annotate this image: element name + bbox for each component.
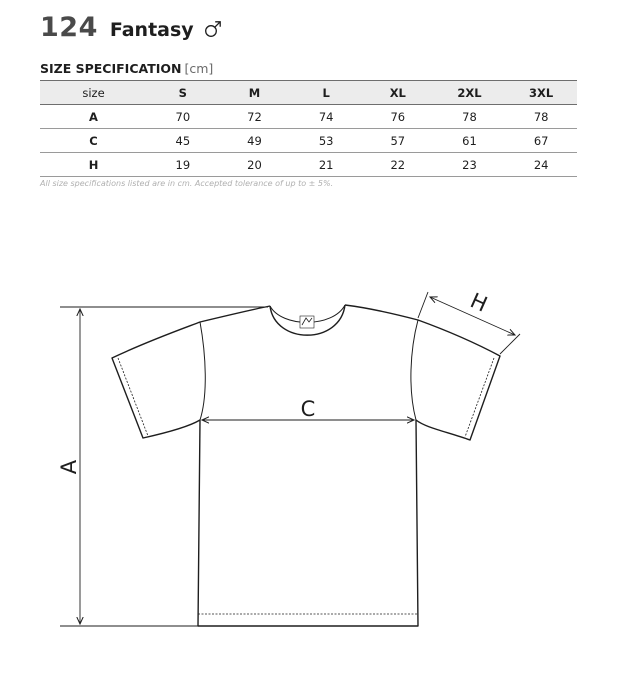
- shirt-body-outline: [112, 305, 500, 626]
- table-cell: 19: [147, 153, 219, 177]
- table-cell: 76: [362, 105, 434, 129]
- h-extension-top: [418, 292, 428, 318]
- product-name: Fantasy: [109, 19, 194, 41]
- column-header-size: size: [40, 81, 147, 105]
- table-cell: 23: [434, 153, 506, 177]
- neck-label-icon: [300, 316, 314, 328]
- left-armhole-seam: [200, 322, 205, 420]
- label-h: H: [466, 288, 491, 317]
- column-header-l: L: [290, 81, 362, 105]
- model-number: 124: [40, 12, 98, 43]
- table-cell: 74: [290, 105, 362, 129]
- right-armhole-seam: [411, 320, 418, 420]
- table-cell: 20: [219, 153, 291, 177]
- label-c: C: [300, 397, 316, 421]
- column-header-xl: XL: [362, 81, 434, 105]
- column-header-s: S: [147, 81, 219, 105]
- tolerance-note: All size specifications listed are in cm. Accepted tolerance of up to ± 5%.: [40, 179, 334, 188]
- measurement-lines: [60, 292, 520, 626]
- table-cell: 78: [505, 105, 577, 129]
- label-a: A: [57, 459, 81, 475]
- tshirt-outline: [112, 305, 500, 626]
- table-cell: 61: [434, 129, 506, 153]
- table-cell: 22: [362, 153, 434, 177]
- column-header-2xl: 2XL: [434, 81, 506, 105]
- table-cell: 21: [290, 153, 362, 177]
- table-cell: 45: [147, 129, 219, 153]
- left-sleeve-hem: [118, 358, 148, 436]
- spec-unit: [cm]: [184, 61, 214, 76]
- row-label-h: H: [40, 153, 147, 177]
- table-cell: 57: [362, 129, 434, 153]
- column-header-3xl: 3XL: [505, 81, 577, 105]
- table-cell: 78: [434, 105, 506, 129]
- table-cell: 49: [219, 129, 291, 153]
- h-extension-bottom: [500, 334, 520, 354]
- table-cell: 53: [290, 129, 362, 153]
- table-cell: 72: [219, 105, 291, 129]
- column-header-m: M: [219, 81, 291, 105]
- table-cell: 24: [505, 153, 577, 177]
- right-sleeve-hem: [465, 358, 494, 437]
- row-label-c: C: [40, 129, 147, 153]
- row-label-a: A: [40, 105, 147, 129]
- table-cell: 67: [505, 129, 577, 153]
- table-cell: 70: [147, 105, 219, 129]
- spec-heading-text: SIZE SPECIFICATION: [40, 61, 182, 76]
